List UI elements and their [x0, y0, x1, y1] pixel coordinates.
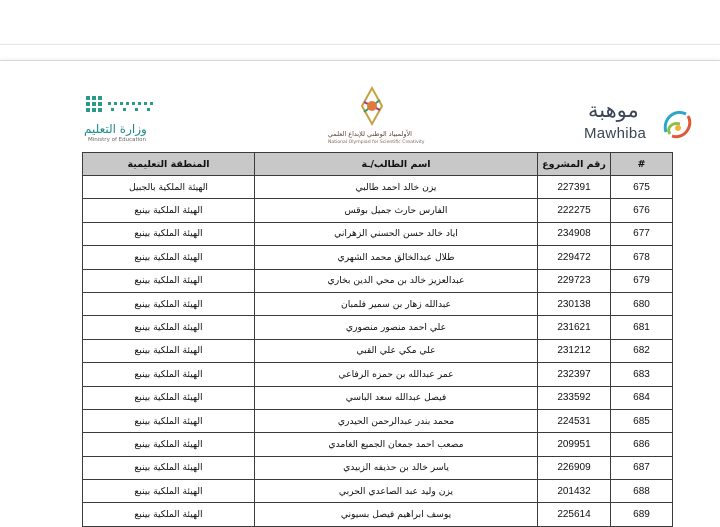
- cell-project-number: 230138: [538, 292, 611, 315]
- mawhiba-logo: [580, 98, 700, 150]
- table-row: [83, 433, 673, 456]
- ministry-of-education-logo: [84, 94, 156, 146]
- cell-student-name: محمد بندر عبدالرحمن الحيدري: [255, 409, 538, 432]
- cell-region: الهيئة الملكية بينبع: [83, 433, 255, 456]
- cell-student-name: عمر عبدالله بن حمزه الرفاعي: [255, 363, 538, 386]
- top-app-strip: [0, 0, 720, 45]
- table-row: [83, 316, 673, 339]
- table-row: [83, 199, 673, 222]
- cell-student-name: طلال عبدالخالق محمد الشهري: [255, 246, 538, 269]
- cell-region: الهيئة الملكية بينبع: [83, 456, 255, 479]
- cell-project-number: 209951: [538, 433, 611, 456]
- cell-region: الهيئة الملكية بينبع: [83, 246, 255, 269]
- cell-project-number: 234908: [538, 222, 611, 245]
- cell-row-number: 684: [611, 386, 673, 409]
- table-row: [83, 363, 673, 386]
- cell-region: الهيئة الملكية بينبع: [83, 269, 255, 292]
- header-student-name: اسم الطالب/ـة: [255, 153, 538, 176]
- cell-project-number: 225614: [538, 503, 611, 526]
- table-row: [83, 339, 673, 362]
- cell-row-number: 680: [611, 292, 673, 315]
- cell-student-name: اياد خالد حسن الحسني الزهراني: [255, 222, 538, 245]
- cell-student-name: عبدالعزيز خالد بن محي الدين بخاري: [255, 269, 538, 292]
- table-row: [83, 409, 673, 432]
- mawhiba-logo-english: Mawhiba: [584, 125, 647, 142]
- header-project-number: رقم المشروع: [538, 153, 611, 176]
- cell-student-name: ياسر خالد بن حذيفه الزبيدي: [255, 456, 538, 479]
- cell-project-number: 232397: [538, 363, 611, 386]
- cell-row-number: 686: [611, 433, 673, 456]
- cell-project-number: 201432: [538, 480, 611, 503]
- cell-project-number: 226909: [538, 456, 611, 479]
- moe-dots-icon: [84, 94, 156, 118]
- cell-student-name: عبدالله زهار بن سمير فلمبان: [255, 292, 538, 315]
- cell-row-number: 687: [611, 456, 673, 479]
- table-row: [83, 386, 673, 409]
- cell-row-number: 689: [611, 503, 673, 526]
- cell-region: الهيئة الملكية بينبع: [83, 316, 255, 339]
- cell-project-number: 227391: [538, 176, 611, 199]
- cell-region: الهيئة الملكية بينبع: [83, 339, 255, 362]
- cell-project-number: 229723: [538, 269, 611, 292]
- cell-region: الهيئة الملكية بينبع: [83, 503, 255, 526]
- olympiad-emblem-icon: [358, 84, 386, 128]
- cell-row-number: 685: [611, 409, 673, 432]
- cell-row-number: 679: [611, 269, 673, 292]
- cell-row-number: 683: [611, 363, 673, 386]
- cell-region: الهيئة الملكية بينبع: [83, 480, 255, 503]
- cell-region: الهيئة الملكية بالجبيل: [83, 176, 255, 199]
- table-row: [83, 269, 673, 292]
- results-table-container: [82, 152, 672, 527]
- cell-row-number: 688: [611, 480, 673, 503]
- olympiad-logo-arabic: الأولمبياد الوطني للإبداع العلمي: [327, 130, 412, 138]
- cell-row-number: 681: [611, 316, 673, 339]
- cell-student-name: يوسف ابراهيم فيصل بسيوني: [255, 503, 538, 526]
- cell-student-name: الفارس حارث جميل بوقس: [255, 199, 538, 222]
- table-row: [83, 503, 673, 526]
- olympiad-logo: [327, 84, 425, 152]
- cell-region: الهيئة الملكية بينبع: [83, 222, 255, 245]
- cell-project-number: 231621: [538, 316, 611, 339]
- table-row: [83, 222, 673, 245]
- cell-project-number: 233592: [538, 386, 611, 409]
- cell-student-name: يزن وليد عبد الصاعدي الحربي: [255, 480, 538, 503]
- header-row-number: #: [611, 153, 673, 176]
- cell-region: الهيئة الملكية بينبع: [83, 292, 255, 315]
- moe-logo-english: Ministry of Education: [88, 137, 147, 143]
- cell-student-name: علي احمد منصور منصوري: [255, 316, 538, 339]
- cell-row-number: 675: [611, 176, 673, 199]
- cell-student-name: يزن خالد احمد طالبي: [255, 176, 538, 199]
- cell-region: الهيئة الملكية بينبع: [83, 363, 255, 386]
- cell-row-number: 678: [611, 246, 673, 269]
- cell-project-number: 229472: [538, 246, 611, 269]
- cell-project-number: 222275: [538, 199, 611, 222]
- cell-region: الهيئة الملكية بينبع: [83, 199, 255, 222]
- cell-student-name: علي مكي علي القبي: [255, 339, 538, 362]
- mawhiba-logo-arabic: موهبة: [588, 98, 639, 122]
- table-row: [83, 480, 673, 503]
- olympiad-logo-english: National Olympiad for Scientific Creativity: [328, 140, 425, 145]
- cell-row-number: 682: [611, 339, 673, 362]
- mawhiba-swirl-icon: [660, 102, 696, 146]
- table-row: [83, 246, 673, 269]
- cell-project-number: 224531: [538, 409, 611, 432]
- cell-project-number: 231212: [538, 339, 611, 362]
- moe-logo-arabic: وزارة التعليم: [84, 122, 147, 136]
- table-row: [83, 456, 673, 479]
- results-table: [82, 152, 673, 527]
- cell-student-name: فيصل عبدالله سعد الباسي: [255, 386, 538, 409]
- cell-row-number: 676: [611, 199, 673, 222]
- cell-region: الهيئة الملكية بينبع: [83, 386, 255, 409]
- table-row: [83, 176, 673, 199]
- table-row: [83, 292, 673, 315]
- table-header-row: [83, 153, 673, 176]
- cell-row-number: 677: [611, 222, 673, 245]
- header-region: المنطقة التعليمية: [83, 153, 255, 176]
- cell-student-name: مصعب احمد جمعان الجميع الغامدي: [255, 433, 538, 456]
- cell-region: الهيئة الملكية بينبع: [83, 409, 255, 432]
